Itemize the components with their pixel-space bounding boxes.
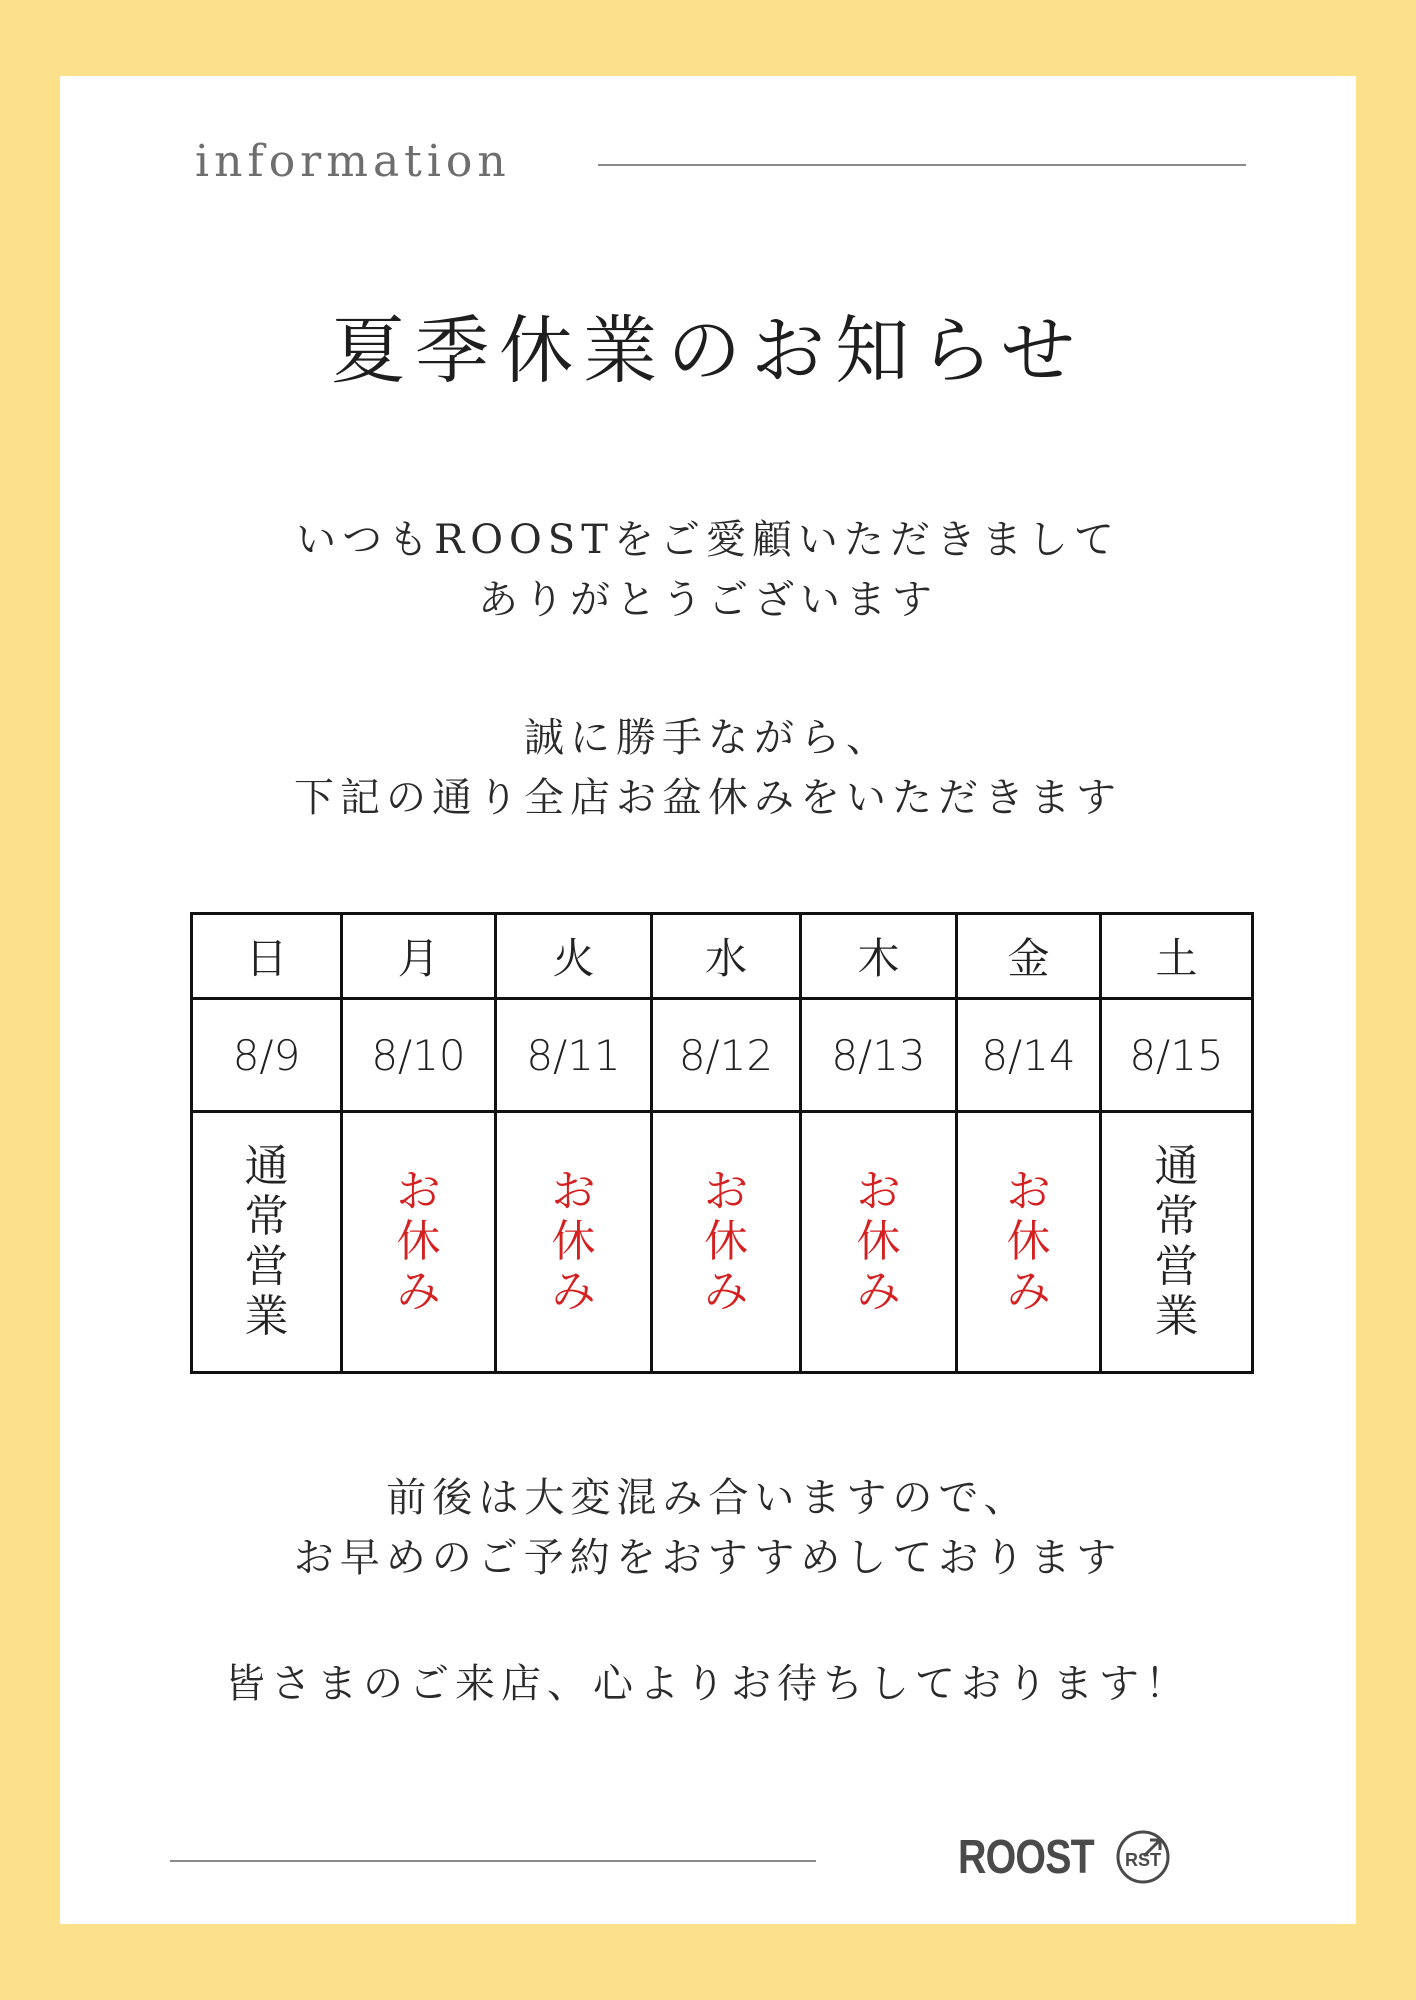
notice-card bbox=[60, 76, 1356, 1924]
status-char: お bbox=[1006, 1166, 1051, 1217]
date-row bbox=[192, 999, 1253, 1112]
date-cell: 8/14 bbox=[957, 999, 1101, 1112]
status-text bbox=[854, 1167, 904, 1317]
weekday-cell: 月 bbox=[342, 914, 496, 999]
intro-text bbox=[60, 510, 1356, 630]
intro-line-1: いつもROOSTをご愛顧いただきまして bbox=[296, 517, 1120, 563]
info-label: information bbox=[195, 136, 511, 187]
notice-line-2: 下記の通り全店お盆休みをいただきます bbox=[294, 775, 1122, 821]
weekday-cell: 水 bbox=[652, 914, 801, 999]
status-char: 営 bbox=[1154, 1241, 1199, 1292]
status-char: 休 bbox=[704, 1216, 748, 1267]
closing-text bbox=[60, 1654, 1356, 1714]
date-cell: 8/11 bbox=[496, 999, 652, 1112]
status-char: 常 bbox=[1154, 1191, 1199, 1242]
weekday-cell: 火 bbox=[496, 914, 652, 999]
status-text bbox=[394, 1167, 444, 1317]
status-cell bbox=[652, 1112, 801, 1373]
brand-mark-text: RST bbox=[1124, 1850, 1161, 1870]
weekday-row bbox=[192, 914, 1253, 999]
brand-emblem-icon bbox=[1114, 1828, 1172, 1886]
status-char: お bbox=[396, 1166, 441, 1217]
status-char: 通 bbox=[244, 1141, 289, 1192]
status-cell bbox=[1101, 1112, 1253, 1373]
status-cell bbox=[192, 1112, 342, 1373]
status-char: み bbox=[396, 1266, 441, 1317]
status-char: 通 bbox=[1154, 1141, 1199, 1192]
status-char: み bbox=[704, 1266, 748, 1317]
advice-line-1: 前後は大変混み合いますので、 bbox=[386, 1475, 1030, 1521]
status-char: お bbox=[704, 1166, 748, 1217]
status-char: み bbox=[856, 1266, 901, 1317]
status-char: 営 bbox=[244, 1241, 289, 1292]
notice-line-1: 誠に勝手ながら、 bbox=[524, 715, 892, 761]
weekday-cell: 土 bbox=[1101, 914, 1253, 999]
weekday-cell: 木 bbox=[801, 914, 957, 999]
status-cell bbox=[957, 1112, 1101, 1373]
status-char: お bbox=[551, 1166, 596, 1217]
status-char: お bbox=[856, 1166, 901, 1217]
footer-divider bbox=[170, 1860, 816, 1862]
status-char: 休 bbox=[856, 1216, 901, 1267]
status-cell bbox=[801, 1112, 957, 1373]
date-cell: 8/12 bbox=[652, 999, 801, 1112]
status-char: 業 bbox=[1154, 1291, 1199, 1342]
status-text bbox=[242, 1142, 292, 1342]
status-text bbox=[701, 1167, 751, 1317]
status-char: 休 bbox=[1006, 1216, 1051, 1267]
date-cell: 8/9 bbox=[192, 999, 342, 1112]
brand-wordmark: ROOST bbox=[958, 1830, 1094, 1884]
status-row bbox=[192, 1112, 1253, 1373]
status-char: 常 bbox=[244, 1191, 289, 1242]
status-char: み bbox=[1006, 1266, 1051, 1317]
closing-line: 皆さまのご来店、心よりお待ちしております！ bbox=[225, 1661, 1191, 1707]
date-cell: 8/13 bbox=[801, 999, 957, 1112]
status-text bbox=[549, 1167, 599, 1317]
status-cell bbox=[342, 1112, 496, 1373]
status-char: 業 bbox=[244, 1291, 289, 1342]
weekday-cell: 金 bbox=[957, 914, 1101, 999]
status-char: 休 bbox=[551, 1216, 596, 1267]
page-title: 夏季休業のお知らせ bbox=[331, 308, 1085, 394]
header-divider bbox=[598, 164, 1246, 166]
notice-text bbox=[60, 708, 1356, 828]
status-char: み bbox=[551, 1266, 596, 1317]
status-text bbox=[1152, 1142, 1202, 1342]
date-cell: 8/10 bbox=[342, 999, 496, 1112]
weekday-cell: 日 bbox=[192, 914, 342, 999]
brand-logo bbox=[958, 1828, 1172, 1886]
holiday-calendar bbox=[190, 912, 1254, 1374]
date-cell: 8/15 bbox=[1101, 999, 1253, 1112]
status-cell bbox=[496, 1112, 652, 1373]
intro-line-2: ありがとうございます bbox=[478, 577, 938, 623]
advice-text bbox=[60, 1468, 1356, 1588]
advice-line-2: お早めのご予約をおすすめしております bbox=[293, 1535, 1123, 1581]
status-char: 休 bbox=[396, 1216, 441, 1267]
status-text bbox=[1004, 1167, 1054, 1317]
